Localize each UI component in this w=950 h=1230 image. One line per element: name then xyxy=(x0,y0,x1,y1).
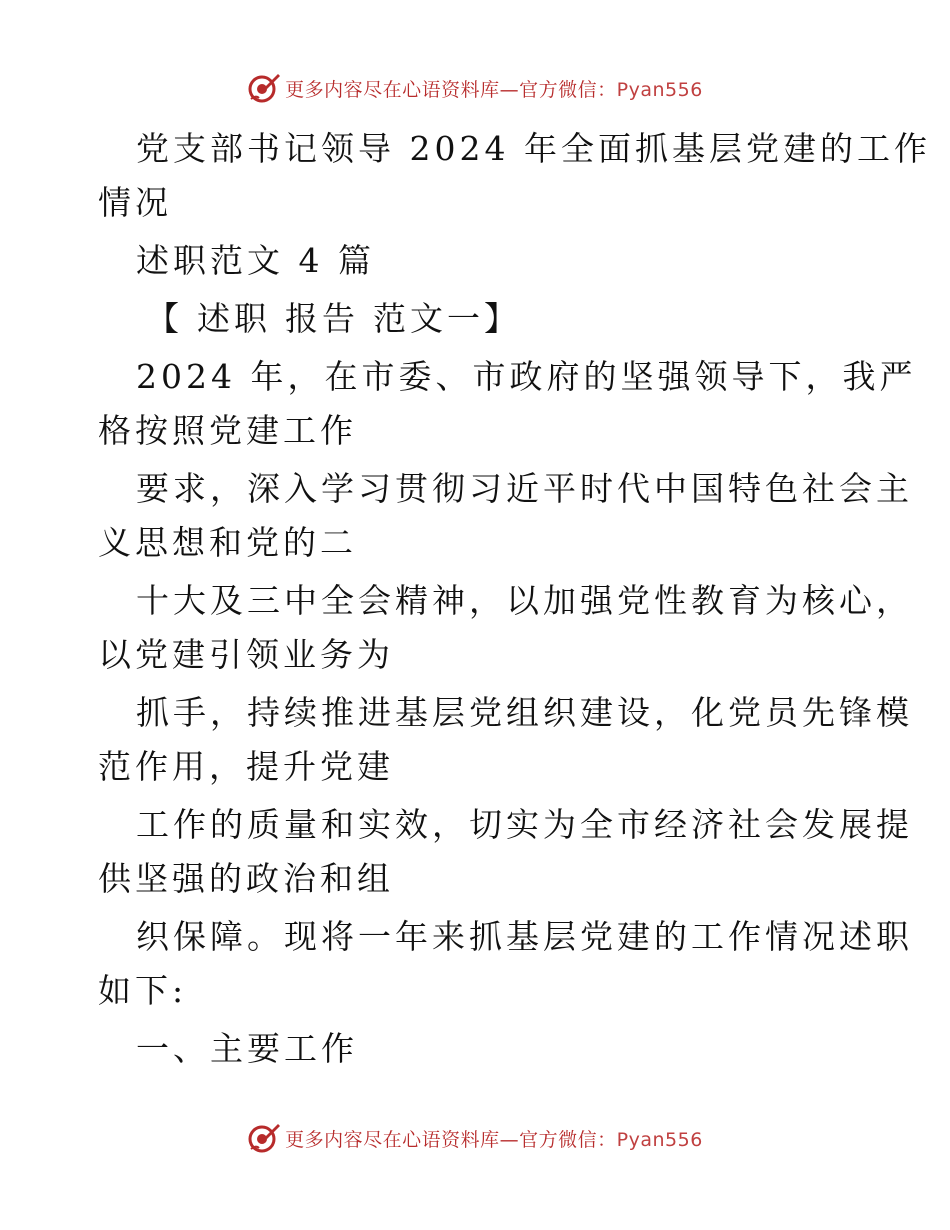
paragraph: 要求，深入学习贯彻习近平时代中国特色社会主 义思想和党的二 xyxy=(98,469,913,562)
banner-text: 更多内容尽在心语资料库—官方微信：Pyan556 xyxy=(285,78,703,101)
wechat-id: Pyan556 xyxy=(616,78,703,101)
section-label: 【 述职 报告 范文一】 xyxy=(146,299,521,338)
red-brush-logo-icon xyxy=(247,1121,281,1155)
paragraph: 抓手，持续推进基层党组织建设，化党员先锋模 范作用，提升党建 xyxy=(98,693,913,786)
paragraph: 工作的质量和实效，切实为全市经济社会发展提 供坚强的政治和组 xyxy=(98,805,913,898)
header-banner xyxy=(0,68,950,108)
paragraph: 十大及三中全会精神，以加强党性教育为核心， 以党建引领业务为 xyxy=(98,581,913,674)
banner-text: 更多内容尽在心语资料库—官方微信：Pyan556 xyxy=(285,1128,703,1151)
paragraph: 2024 年，在市委、市政府的坚强领导下，我严 格按照党建工作 xyxy=(98,357,917,450)
wechat-id: Pyan556 xyxy=(616,1128,703,1151)
document-body xyxy=(98,122,931,1080)
section-heading: 一、主要工作 xyxy=(136,1029,358,1068)
footer-banner xyxy=(0,1118,950,1158)
red-brush-logo-icon xyxy=(247,71,281,105)
document-subtitle: 述职范文 4 篇 xyxy=(136,241,375,280)
document-title: 党支部书记领导 2024 年全面抓基层党建的工作 情况 xyxy=(98,129,931,222)
paragraph: 织保障。现将一年来抓基层党建的工作情况述职 如下: xyxy=(98,917,913,1010)
